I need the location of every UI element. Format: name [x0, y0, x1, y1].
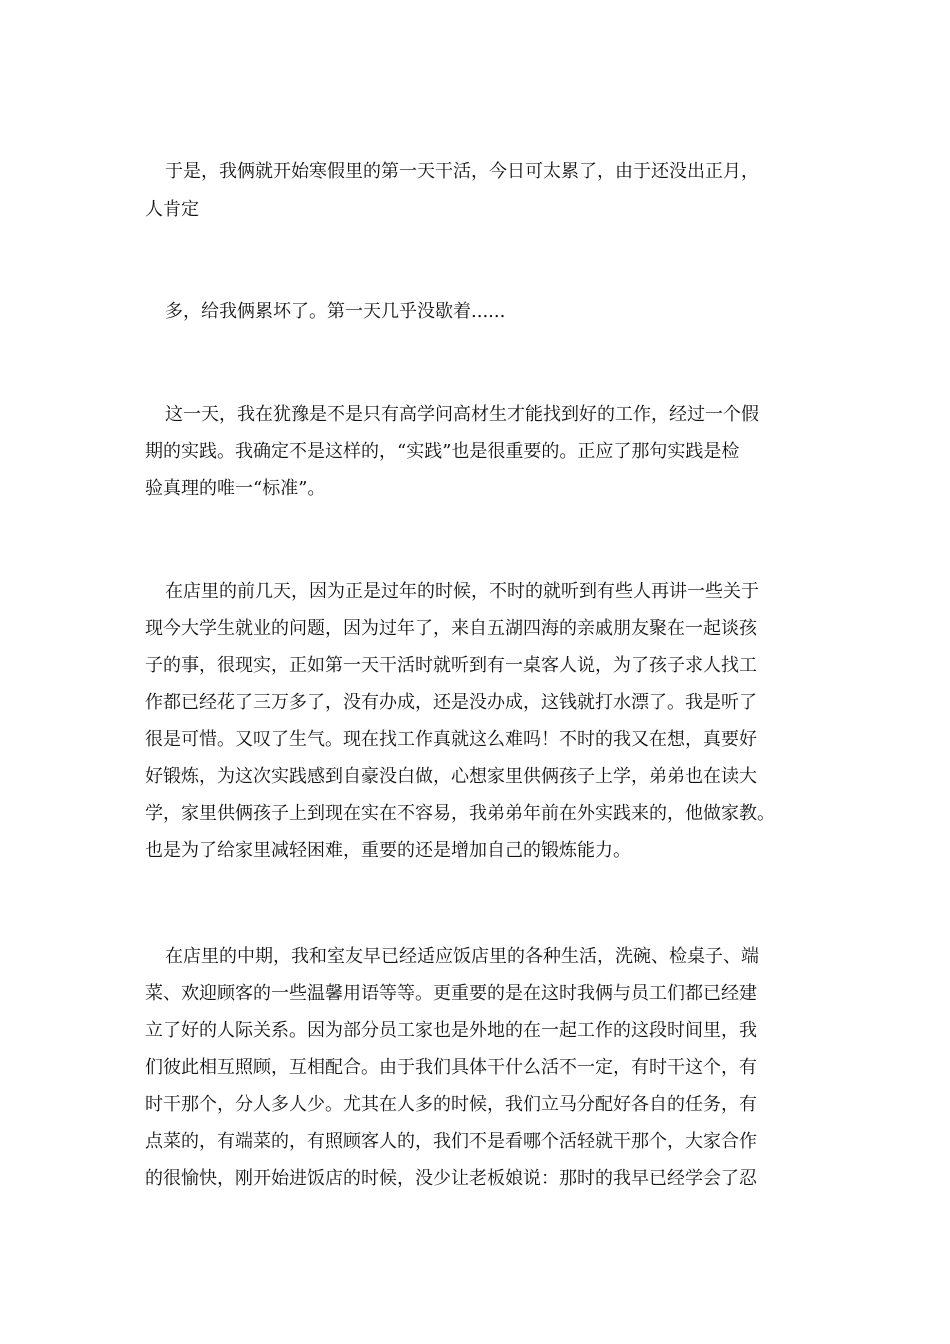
paragraph-3-line-2: 期的实践。我确定不是这样的，“实践”也是很重要的。正应了那句实践是检 — [145, 441, 740, 462]
paragraph-4-line-6: 好锻炼，为这次实践感到自豪没白做，心想家里供俩孩子上学，弟弟也在读大 — [145, 766, 757, 787]
paragraph-4-line-7: 学，家里供俩孩子上到现在实在不容易，我弟弟年前在外实践来的，他做家教。 — [145, 803, 775, 824]
paragraph-5-line-3: 立了好的人际关系。因为部分员工家也是外地的在一起工作的这段时间里，我 — [145, 1020, 757, 1041]
paragraph-5-line-6: 点菜的，有端菜的，有照顾客人的，我们不是看哪个活轻就干那个，大家合作 — [145, 1131, 757, 1152]
paragraph-5-line-1: 在店里的中期，我和室友早已经适应饭店里的各种生活，洗碗、检桌子、端 — [165, 946, 759, 967]
paragraph-5-line-7: 的很愉快，刚开始进饭店的时候，没少让老板娘说：那时的我早已经学会了忍 — [145, 1168, 757, 1189]
paragraph-4-line-5: 很是可惜。又叹了生气。现在找工作真就这么难吗！不时的我又在想，真要好 — [145, 729, 757, 750]
paragraph-5-line-5: 时干那个，分人多人少。尤其在人多的时候，我们立马分配好各自的任务，有 — [145, 1094, 757, 1115]
paragraph-4-line-3: 子的事，很现实，正如第一天干活时就听到有一桌客人说，为了孩子求人找工 — [145, 655, 757, 676]
paragraph-5-line-4: 们彼此相互照顾，互相配合。由于我们具体干什么活不一定，有时干这个，有 — [145, 1057, 757, 1078]
paragraph-4-line-1: 在店里的前几天，因为正是过年的时候，不时的就听到有些人再讲一些关于 — [165, 581, 759, 602]
paragraph-2-line-1: 多，给我俩累坏了。第一天几乎没歇着...... — [165, 301, 506, 322]
paragraph-3-line-1: 这一天，我在犹豫是不是只有高学问高材生才能找到好的工作，经过一个假 — [165, 404, 759, 425]
paragraph-4-line-4: 作都已经花了三万多了，没有办成，还是没办成，这钱就打水漂了。我是听了 — [145, 692, 757, 713]
paragraph-1-line-2: 人肯定 — [145, 199, 199, 220]
paragraph-4-line-2: 现今大学生就业的问题，因为过年了，来自五湖四海的亲戚朋友聚在一起谈孩 — [145, 618, 757, 639]
paragraph-1-line-1: 于是，我俩就开始寒假里的第一天干活，今日可太累了，由于还没出正月， — [165, 161, 759, 182]
paragraph-5-line-2: 菜、欢迎顾客的一些温馨用语等等。更重要的是在这时我俩与员工们都已经建 — [145, 983, 757, 1004]
paragraph-3-line-3: 验真理的唯一“标准”。 — [145, 478, 326, 499]
paragraph-4-line-8: 也是为了给家里减轻困难，重要的还是增加自己的锻炼能力。 — [145, 840, 631, 861]
